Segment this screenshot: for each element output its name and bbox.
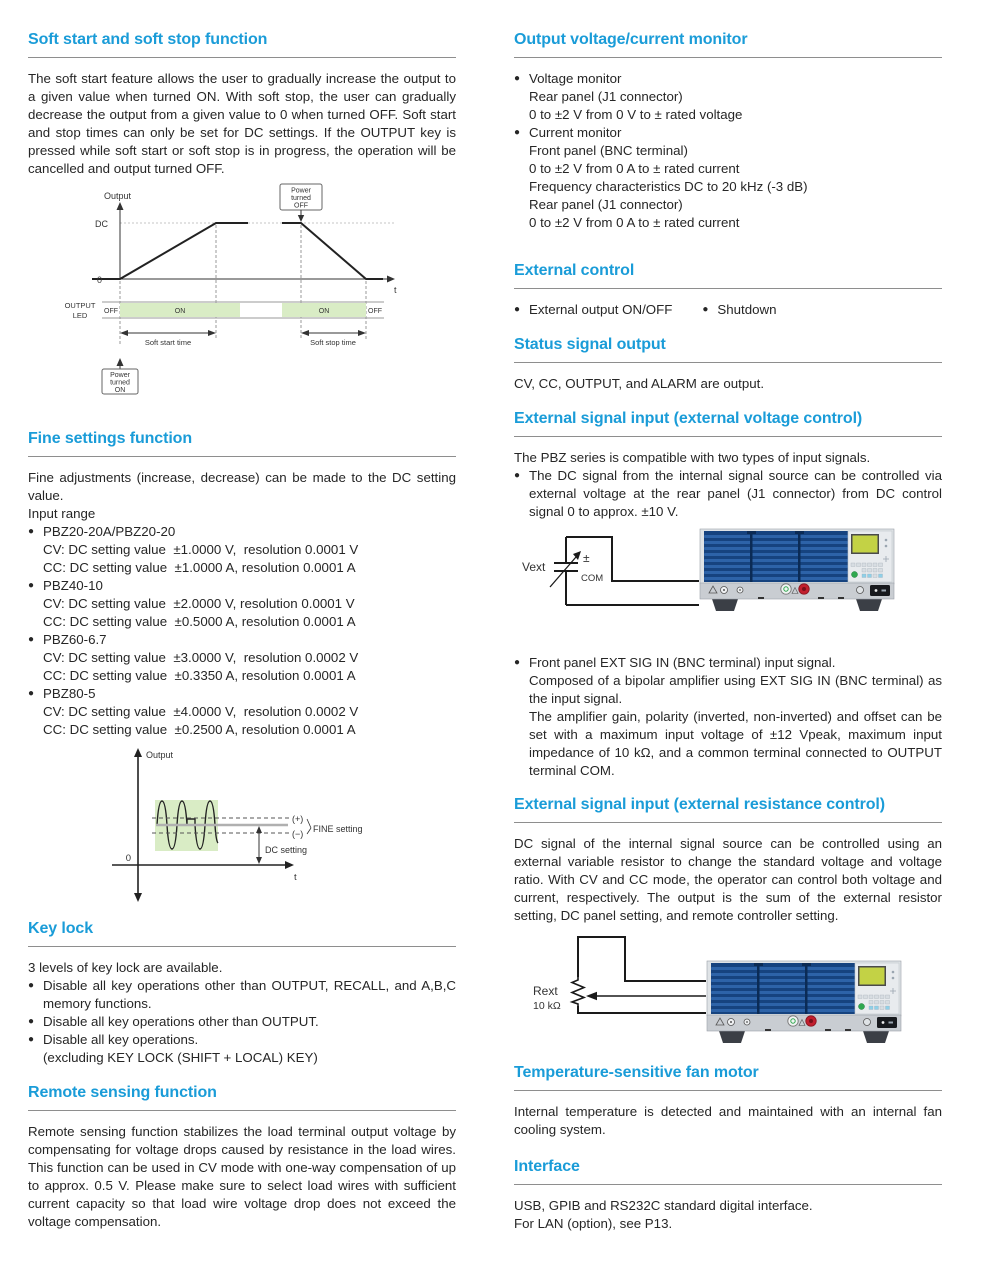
rext-value: 10 kΩ (533, 1000, 561, 1012)
section-title-ext-resistance: External signal input (external resistance control) (514, 793, 942, 823)
svg-text:OFF: OFF (368, 308, 382, 315)
interface-line1: USB, GPIB and RS232C standard digital interface. (514, 1198, 813, 1213)
bullet-icon: ● (28, 688, 35, 699)
section-title-status-signal: Status signal output (514, 333, 942, 363)
fine-setting-diagram (100, 743, 420, 908)
section-title-interface: Interface (514, 1155, 942, 1185)
ext-sig-in-bullet: Front panel EXT SIG IN (BNC terminal) input signal. Composed of a bipolar amplifier using EXT SIG IN (BNC terminal) as the input signal. The amplifier gain, polarity (inverted, non-inverted) and offset can be set with a maximum input voltage of ±12 Vpeak, maximum input impedance of 10 kΩ, and a common terminal connected to OUTPUT terminal COM. (529, 655, 942, 778)
svg-text:turned: turned (291, 195, 311, 202)
list-item: ● PBZ20-20A/PBZ20-20 (28, 524, 176, 539)
bullet-icon: ● (514, 657, 521, 668)
model-list: ● PBZ20-20A/PBZ20-20 CV: DC setting value ±1.0000 V, resolution 0.0001 V CC: DC setting value ±1.0000 A, resolution 0.0001 A ● PBZ40-10 CV: DC setting value ±2.0000 V, resolution 0.0001 V CC: DC setting value ±0.5000 A, resolution 0.0001 A ● PBZ60-6.7 CV: DC setting value ±3.0000 V, resolution 0.0002 V CC: DC setting value ±0.3350 A, resolution 0.0001 A ● PBZ80-5 CV: DC setting value ±4.0000 V, resolution 0.0002 V CC: DC setting value ±0.2500 A, resolution 0.0001 A (28, 523, 456, 739)
section-title-fine-settings: Fine settings function (28, 427, 456, 457)
svg-text:ON: ON (174, 308, 186, 315)
list-item: ● Disable all key operations other than OUTPUT, RECALL, and A,B,C memory functions. (28, 978, 456, 1011)
section-title-ext-voltage: External signal input (external voltage control) (514, 407, 942, 437)
svg-text:LED: LED (72, 311, 88, 320)
output-led-label: OUTPUT (64, 301, 96, 310)
list-item: ● Voltage monitor (514, 71, 622, 86)
fine-setting-label: FINE setting (313, 824, 363, 834)
fine-settings-body: Fine adjustments (increase, decrease) can be made to the DC setting value. (28, 470, 456, 503)
soft-stop-time-label: Soft stop time (310, 338, 356, 347)
com-label: COM (581, 573, 604, 584)
bullet-icon: ● (28, 1034, 35, 1045)
list-item: ● The DC signal from the internal signal source can be controlled via external voltage at the rear panel (J1 connector) from DC control signal 0 to approx. ±10 V. (514, 468, 942, 519)
bullet-icon: ● (514, 470, 521, 481)
soft-start-body: The soft start feature allows the user to gradually increase the output to a given value when turned ON. With soft stop, the user can gradually decrease the output from a given value to 0 when turned OFF. Soft start and stop times can only be set for DC settings. If the OUTPUT key is pressed while soft start or soft stop is in progress, the operation will be cancelled and output turned OFF. (28, 71, 456, 176)
fan-body: Internal temperature is detected and maintained with an internal fan cooling system. (514, 1104, 942, 1137)
list-item: ● Shutdown (702, 302, 777, 317)
section-title-soft-start: Soft start and soft stop function (28, 28, 456, 58)
bullet-icon: ● (514, 304, 521, 315)
right-column (514, 28, 942, 1233)
interface-line2: For LAN (option), see P13. (514, 1216, 673, 1231)
ext-voltage-intro: The PBZ series is compatible with two types of input signals. (514, 450, 871, 465)
section-title-fan: Temperature-sensitive fan motor (514, 1061, 942, 1091)
list-item: ● PBZ60-6.7 (28, 632, 107, 647)
output-axis-label: Output (104, 191, 132, 201)
list-item: ● PBZ80-5 (28, 686, 96, 701)
svg-text:(−): (−) (292, 829, 304, 839)
section-title-remote-sensing: Remote sensing function (28, 1081, 456, 1111)
status-signal-body: CV, CC, OUTPUT, and ALARM are output. (514, 376, 765, 391)
section-title-external-control: External control (514, 259, 942, 289)
soft-start-time-label: Soft start time (144, 338, 192, 347)
power-off-label: Power (291, 187, 311, 195)
soft-start-diagram (58, 182, 458, 401)
list-item: ● Disable all key operations. (28, 1032, 199, 1047)
remote-sensing-body: Remote sensing function stabilizes the load terminal output voltage by compensating for voltage drops caused by resistance in the load wires. This function can be used in CV mode with one-way compensation of up to approx. 0.5 V. Please make sure to select load wires with sufficient current capacity so that load wire voltage drop does not exceed the voltage compensation. (28, 1124, 456, 1229)
svg-text:±: ± (583, 551, 590, 565)
dc-level-label: DC (95, 219, 108, 229)
svg-text:OFF: OFF (294, 202, 308, 210)
bullet-icon: ● (28, 526, 35, 537)
list-item: ● External output ON/OFF (514, 302, 673, 317)
svg-text:(+): (+) (292, 814, 304, 824)
power-on-label: Power (110, 372, 130, 379)
monitor-list: ● Voltage monitor Rear panel (J1 connector) 0 to ±2 V from 0 V to ± rated voltage ● Current monitor Front panel (BNC terminal) 0 to ±2 V from 0 A to ± rated current Frequency characteristics DC to 20 kHz (-3 dB) Rear panel (J1 connector) 0 to ±2 V from 0 A to ± rated current (514, 70, 942, 232)
bullet-icon: ● (514, 73, 521, 84)
bullet-icon: ● (28, 634, 35, 645)
ext-voltage-diagram (514, 523, 944, 648)
list-item: ● Current monitor (514, 125, 622, 140)
bullet-icon: ● (28, 1016, 35, 1027)
svg-text:0: 0 (125, 853, 131, 864)
external-control-items (514, 301, 942, 319)
bullet-icon: ● (28, 980, 35, 991)
section-title-monitor: Output voltage/current monitor (514, 28, 942, 58)
bullet-icon: ● (514, 127, 521, 138)
svg-text:turned: turned (110, 379, 130, 387)
time-axis-label: t (294, 872, 297, 883)
rext-label: Rext (533, 984, 558, 998)
time-axis-label: t (394, 285, 397, 295)
svg-text:ON: ON (114, 387, 126, 394)
input-range-label: Input range (28, 506, 96, 521)
list-item (514, 654, 942, 780)
vext-label: Vext (522, 560, 546, 574)
svg-text:0: 0 (96, 275, 102, 285)
section-title-key-lock: Key lock (28, 917, 456, 947)
bullet-icon: ● (28, 580, 35, 591)
output-axis-label: Output (146, 750, 174, 760)
dc-setting-label: DC setting (265, 845, 308, 855)
key-lock-intro: 3 levels of key lock are available. (28, 960, 223, 975)
ext-resistance-diagram (514, 929, 944, 1049)
svg-text:ON: ON (318, 308, 330, 315)
list-item: ● Disable all key operations other than OUTPUT. (28, 1014, 319, 1029)
svg-text:OFF: OFF (104, 308, 118, 315)
list-item: ● PBZ40-10 (28, 578, 103, 593)
ext-resistance-body: DC signal of the internal signal source can be controlled using an external variable resistor to change the standard voltage and voltage ratio. With CV and CC mode, the operator can control both voltage and current, respectively. The output is the sum of the external resistor setting, DC panel setting, and remote controller setting. (514, 836, 942, 923)
left-column: Soft start and soft stop function The soft start feature allows the user to gradually increase the output to a given value when turned ON. With soft stop, the user can gradually decrease the output from a given value to 0 when turned OFF. Soft start and stop times can only be set for DC settings. If the OUTPUT key is pressed while soft start or soft stop is in progress, the operation will be cancelled and output turned OFF. Power turned OFF Output DC 0 t OFF ON ON OFF OUTPUT LED Soft start time Soft stop time Power turned ON Fine settings function Fine adjustments (increase, decrease) can be made to the DC setting value. Input range ● PBZ20-20A/PBZ20-20 CV: DC setting value ±1.0000 V, resolution 0.0001 V CC: DC setting value ±1.0000 A, resolution 0.0001 A ● PBZ40-10 CV: DC setting value ±2.0000 V, resolution 0.0001 V CC: DC setting value ±0.5000 A, resolution 0.0001 A ● PBZ60-6.7 CV: DC setting value ±3.0000 V, resolution 0.0002 V CC: DC setting value ±0.3350 A, resolution 0.0001 A ● PBZ80-5 CV: DC setting value ±4.0000 V, resolution 0.0002 V CC: DC setting value ±0.2500 A, resolution 0.0001 A Output 0 t (+) (−) FINE setting DC setting Key lock 3 levels of key lock are available. ● Disable all key operations other than OUTPUT, RECALL, and A,B,C memory functions. ● Disable all key operations other than OUTPUT. ● Disable all key operations. (excluding KEY LOCK (SHIFT + LOCAL) KEY) Remote sensing function Remote sensing function stabilizes the load terminal output voltage by compensating for voltage drops caused by resistance in the load wires. This function can be used in CV mode with one-way compensation of up to approx. 0.5 V. Please make sure to select load wires with sufficient current capacity so that load wire voltage drop does not exceed the voltage compensation. (28, 28, 456, 1231)
bullet-icon: ● (702, 304, 709, 315)
